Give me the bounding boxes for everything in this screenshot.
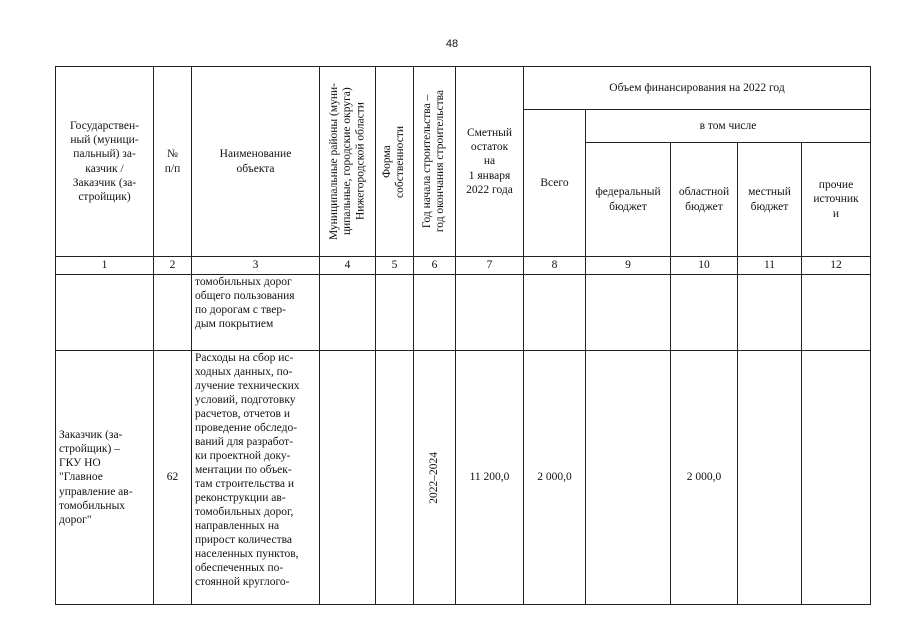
header-object-name: Наименование объекта xyxy=(192,67,320,257)
header-districts-cell xyxy=(320,67,376,257)
table-row xyxy=(56,351,871,605)
row-number: 62 xyxy=(154,351,192,605)
header-estimate: Сметный остаток на 1 января 2022 года xyxy=(456,67,524,257)
header-local: местный бюджет xyxy=(738,143,802,257)
header-customer: Государствен- ный (муници- пальный) за- казчик / Заказчик (за- стройщик) xyxy=(56,67,154,257)
header-federal: федеральный бюджет xyxy=(586,143,671,257)
row-years: 2022–2024 xyxy=(427,451,440,504)
row-total: 2 000,0 xyxy=(524,351,586,605)
row-customer xyxy=(56,275,154,351)
row-customer: Заказчик (за- стройщик) – ГКУ НО "Главное управление ав- томобильных дорог" xyxy=(56,351,154,605)
row-estimate: 11 200,0 xyxy=(456,351,524,605)
header-ownership-cell xyxy=(376,67,414,257)
row-district xyxy=(320,351,376,605)
column-numbers-row xyxy=(56,257,871,275)
row-regional: 2 000,0 xyxy=(671,351,738,605)
row-total xyxy=(524,275,586,351)
header-total: Всего xyxy=(524,110,586,257)
column-number: 4 xyxy=(320,257,376,275)
column-number: 8 xyxy=(524,257,586,275)
header-regional: областной бюджет xyxy=(671,143,738,257)
column-number: 12 xyxy=(802,257,871,275)
header-funding-title: Объем финансирования на 2022 год xyxy=(524,67,871,110)
header-other: прочие источник и xyxy=(802,143,871,257)
row-local xyxy=(738,275,802,351)
column-number: 3 xyxy=(192,257,320,275)
header-districts: Муниципальные районы (муни- ципальные, городские округа) Нижегородской области xyxy=(327,82,367,241)
row-object-name: томобильных дорог общего пользования по дорогам с твер- дым покрытием xyxy=(192,275,320,351)
header-years: Год начала строительства – год окончания строительства xyxy=(421,90,447,233)
row-other xyxy=(802,351,871,605)
row-years xyxy=(414,275,456,351)
page-number: 48 xyxy=(445,38,459,50)
column-number: 9 xyxy=(586,257,671,275)
row-object-name: Расходы на сбор ис- ходных данных, по- лучение технических условий, подготовку расчетов, отчетов и проведение обследо- ваний для разработ- ки проектной доку- ментации по объек- там строительства и реконструкции ав- томобильных дорог, направленных на прирост количества населенных пунктов, обеспеченных по- стоянной круглого- xyxy=(192,351,320,605)
row-regional xyxy=(671,275,738,351)
header-ownership: Форма собственности xyxy=(381,125,407,198)
header-number: № п/п xyxy=(154,67,192,257)
row-federal xyxy=(586,275,671,351)
column-number: 6 xyxy=(414,257,456,275)
column-number: 5 xyxy=(376,257,414,275)
row-federal xyxy=(586,351,671,605)
row-ownership xyxy=(376,275,414,351)
row-district xyxy=(320,275,376,351)
column-number: 7 xyxy=(456,257,524,275)
header-including: в том числе xyxy=(586,110,871,143)
column-number: 2 xyxy=(154,257,192,275)
column-number: 1 xyxy=(56,257,154,275)
column-number: 11 xyxy=(738,257,802,275)
row-ownership xyxy=(376,351,414,605)
row-number xyxy=(154,275,192,351)
row-years-cell xyxy=(414,351,456,605)
header-years-cell xyxy=(414,67,456,257)
header-row-1 xyxy=(56,67,871,110)
row-other xyxy=(802,275,871,351)
financing-table xyxy=(55,66,871,605)
row-estimate xyxy=(456,275,524,351)
table-row xyxy=(56,275,871,351)
column-number: 10 xyxy=(671,257,738,275)
row-local xyxy=(738,351,802,605)
